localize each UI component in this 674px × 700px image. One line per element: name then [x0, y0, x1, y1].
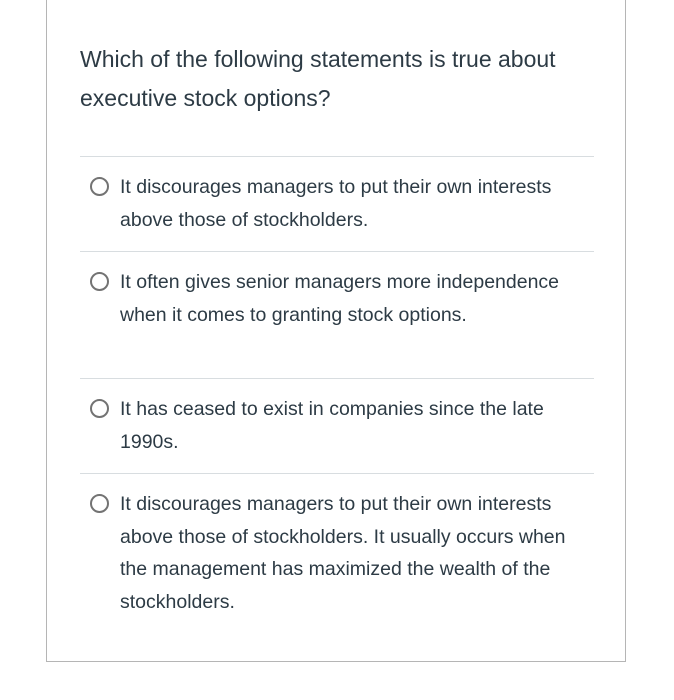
answer-option-label: It has ceased to exist in companies since the late 1990s.: [120, 398, 544, 453]
radio-button-icon[interactable]: [90, 494, 109, 513]
radio-button-icon[interactable]: [90, 177, 109, 196]
radio-button-icon[interactable]: [90, 399, 109, 418]
answer-option-4[interactable]: [80, 474, 594, 634]
radio-button-icon[interactable]: [90, 272, 109, 291]
answer-option-3[interactable]: [80, 379, 594, 473]
answer-option-1[interactable]: [80, 157, 594, 251]
answer-option-label: It discourages managers to put their own interests above those of stockholders. It usually occurs when the management has maximized the wealth of the stockholders.: [120, 493, 566, 613]
answer-option-label: It discourages managers to put their own interests above those of stockholders.: [120, 176, 552, 231]
answer-list: [80, 156, 594, 634]
question-text: Which of the following statements is true about executive stock options?: [80, 46, 556, 111]
answer-option-2[interactable]: [80, 252, 594, 378]
answer-option-label: It often gives senior managers more independence when it comes to granting stock options.: [120, 271, 560, 326]
